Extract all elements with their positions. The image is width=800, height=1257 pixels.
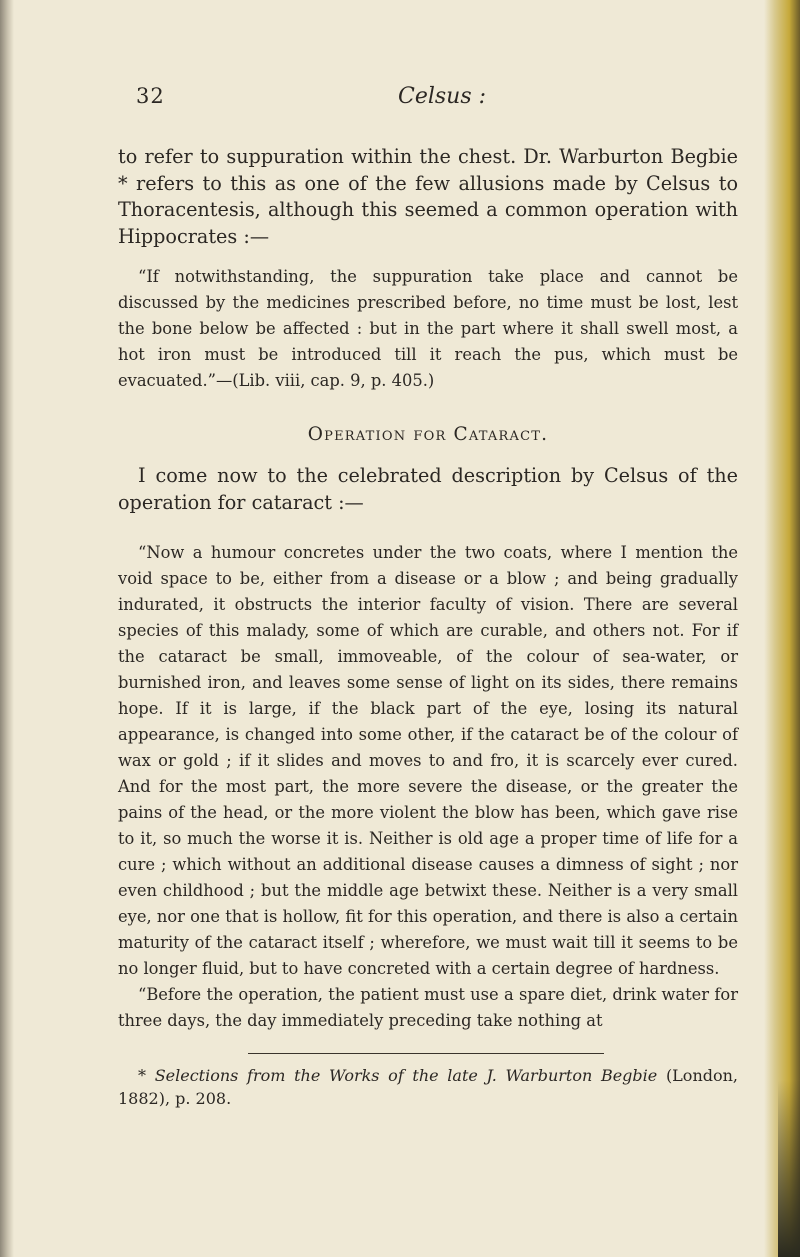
quote-cataract xyxy=(118,540,738,1034)
page-edge-stain xyxy=(764,0,800,1257)
section-heading: Operation for Cataract. xyxy=(307,424,549,445)
page-gutter-shadow xyxy=(0,0,14,1257)
page-number: 32 xyxy=(136,84,165,108)
paragraph-cataract-intro xyxy=(118,463,738,516)
footnote-citation: (London, 1882), p. 208. xyxy=(118,1066,739,1108)
page-header xyxy=(0,80,800,120)
footnote-title: Selections from the Works of the late J. Warburton Begbie xyxy=(154,1066,658,1085)
paragraph-text: to refer to suppuration within the chest. Dr. Warburton Begbie * refers to this as one of the few allusions made by Celsus to Thoracentesis, although this seemed a common operation with Hippocrates :— xyxy=(118,145,738,248)
footnote xyxy=(118,1064,738,1110)
quote-text: “If notwithstanding, the suppuration take place and cannot be discussed by the medicines prescribed before, no time must be lost, lest the bone below be affected : but in the part where it shall swell most, a hot iron must be introduced till it reach the pus, which must be evacuated.”—(Lib. viii, cap. 9, p. 405.) xyxy=(118,267,738,390)
page-edge-shadow xyxy=(778,1080,800,1257)
running-head: Celsus : xyxy=(398,84,487,109)
quote-suppuration xyxy=(118,264,738,394)
paragraph-text: I come now to the celebrated description by Celsus of the operation for cataract :— xyxy=(118,464,738,514)
footnote-divider xyxy=(248,1053,604,1054)
quote-text: “Before the operation, the patient must use a spare diet, drink water for three days, the day immediately preceding take nothing at xyxy=(118,985,738,1030)
quote-text: “Now a humour concretes under the two coats, where I mention the void space to be, either from a disease or a blow ; and being gradually indurated, it obstructs the interior faculty of vision. There are several species of this malady, some of which are curable, and others not. For if the cataract be small, immoveable, of the colour of sea-water, or burnished iron, and leaves some sense of light on its sides, there remains hope. If it is large, if the black part of the eye, losing its natural appearance, is changed into some other, if the cataract be of the colour of wax or gold ; if it slides and moves to and fro, it is scarcely ever cured. And for the most part, the more severe the disease, or the greater the pains of the head, or the more violent the blow has been, which gave rise to it, so much the worse it is. Neither is old age a proper time of life for a cure ; which without an additional disease causes a dimness of sight ; nor even childhood ; but the middle age betwixt these. Neither is a very small eye, nor one that is hollow, fit for this operation, and there is also a certain maturity of the cataract itself ; wherefore, we must wait till it seems to be no longer fluid, but to have concreted with a certain degree of hardness. xyxy=(118,543,738,978)
paragraph-thoracentesis xyxy=(118,144,738,250)
footnote-marker: * xyxy=(138,1066,146,1085)
